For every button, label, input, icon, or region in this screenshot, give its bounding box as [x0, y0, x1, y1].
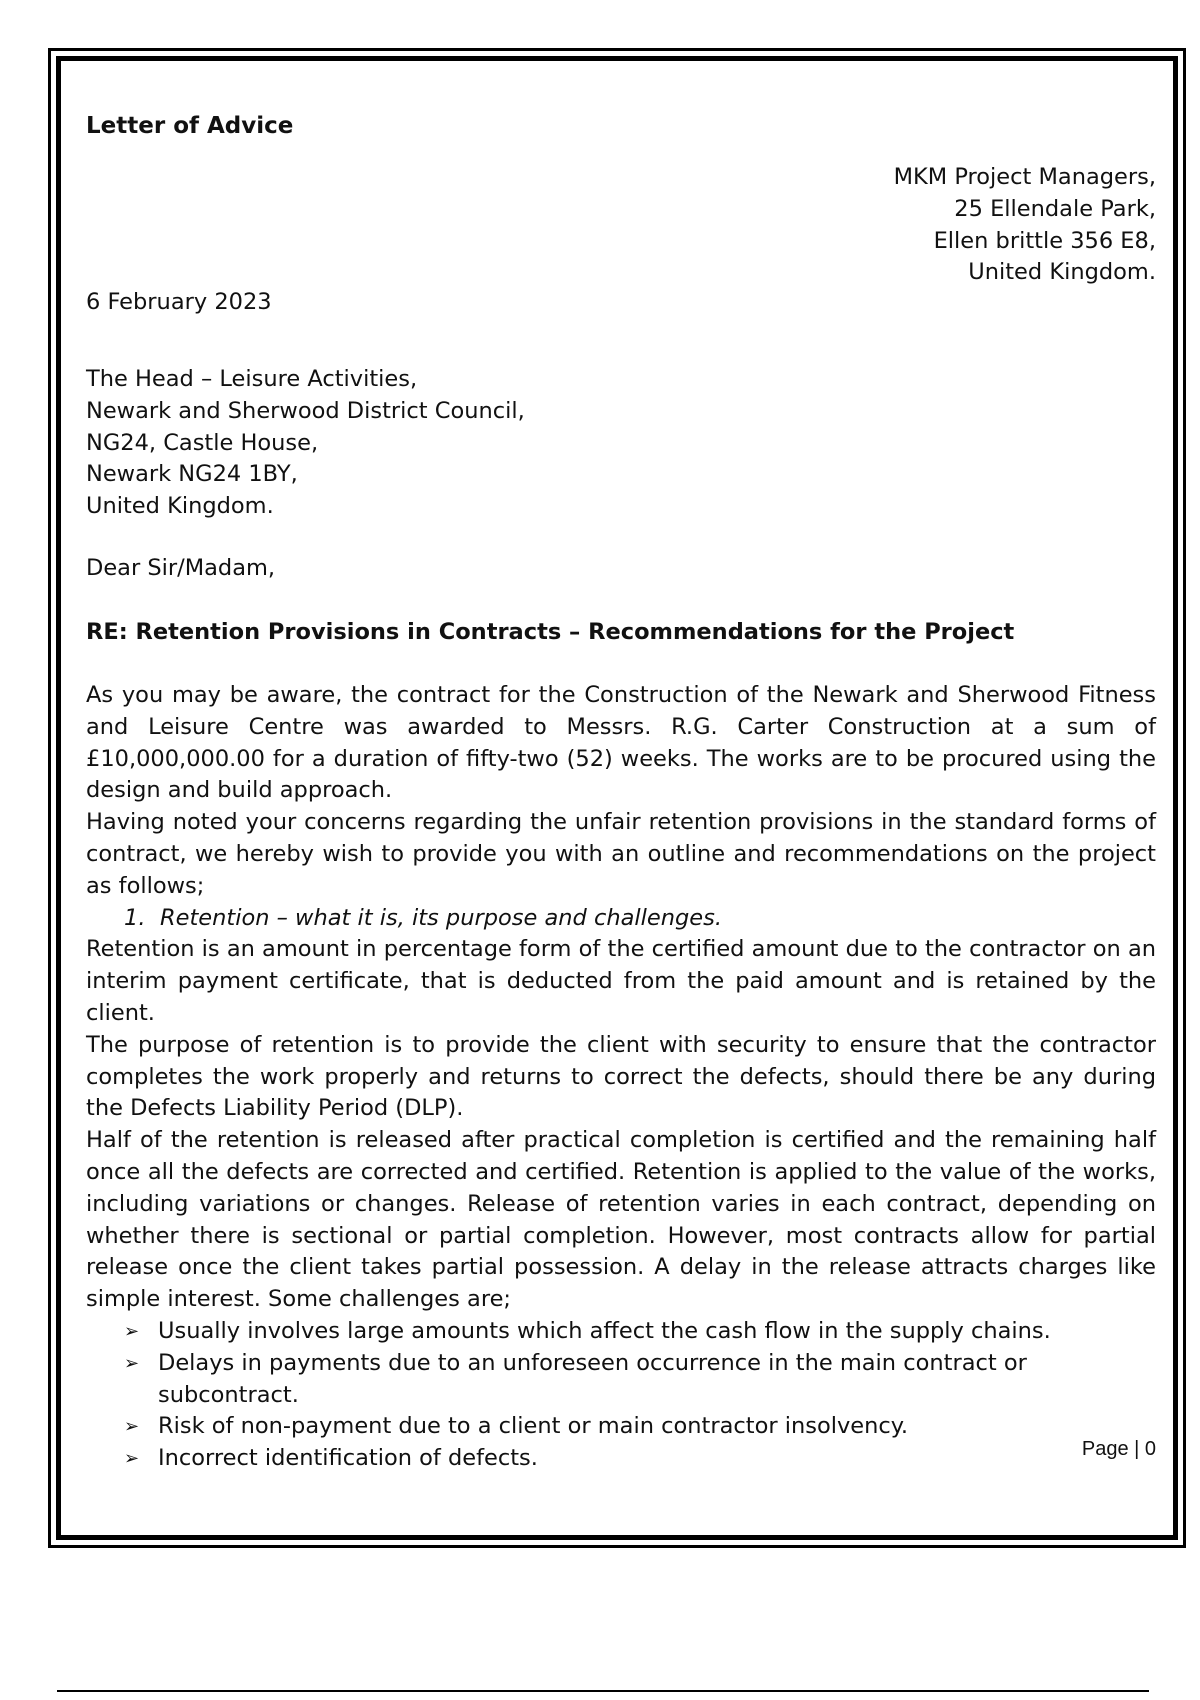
body-paragraph: The purpose of retention is to provide the client with security to ensure that the contractor completes the work properly and returns to correct the defects, should there be any during the Defects Liability Period (DLP). [86, 1031, 1156, 1122]
letter-title: Letter of Advice [86, 113, 294, 139]
list-item [124, 1348, 1156, 1412]
page-number: Page | 0 [1081, 1438, 1156, 1460]
subject-line: RE: Retention Provisions in Contracts – Recommendations for the Project [86, 619, 1015, 645]
challenges-list [86, 1316, 1156, 1475]
sender-line: Ellen brittle 356 E8, [933, 227, 1156, 254]
list-item-text: Incorrect identification of defects. [158, 1445, 538, 1472]
list-item [124, 1316, 1156, 1348]
arrow-bullet-icon: ➢ [124, 1352, 140, 1374]
recipient-line: The Head – Leisure Activities, [86, 366, 418, 392]
sender-address [894, 162, 1156, 289]
list-item [124, 1443, 1156, 1475]
sender-line: United Kingdom. [968, 259, 1156, 286]
section-number: 1. [124, 904, 146, 931]
letter-body [86, 680, 1156, 1475]
arrow-bullet-icon: ➢ [124, 1448, 140, 1470]
recipient-line: Newark and Sherwood District Council, [86, 397, 525, 424]
body-paragraph: Retention is an amount in percentage form of the certified amount due to the contractor on an interim payment certificate, that is deducted from the paid amount and is retained by the client. [86, 936, 1156, 1026]
body-paragraph: Having noted your concerns regarding the unfair retention provisions in the standard forms of contract, we hereby wish to provide you with an outline and recommendations on the project as follows; [86, 809, 1156, 899]
salutation: Dear Sir/Madam, [86, 555, 276, 581]
recipient-line: United Kingdom. [86, 493, 274, 520]
sender-line: 25 Ellendale Park, [954, 195, 1156, 222]
letter-date: 6 February 2023 [86, 289, 272, 315]
body-paragraph: Half of the retention is released after practical completion is certified and the remaining half once all the defects are corrected and certified. Retention is applied to the value of the works, including variations or changes. Release of retention varies in each contract, depending on whether there is sectional or partial completion. However, most contracts allow for partial release once the client takes partial possession. A delay in the release attracts charges like simple interest. Some challenges are; [86, 1127, 1156, 1313]
list-item-text: Usually involves large amounts which affect the cash flow in the supply chains. [158, 1317, 1051, 1344]
list-item-text: Delays in payments due to an unforeseen occurrence in the main contract or subcontract. [158, 1349, 1027, 1408]
recipient-line: Newark NG24 1BY, [86, 461, 298, 488]
sender-line: MKM Project Managers, [893, 164, 1156, 190]
section-heading-text: Retention – what it is, its purpose and challenges. [160, 904, 722, 931]
arrow-bullet-icon: ➢ [124, 1320, 140, 1342]
body-paragraph: As you may be aware, the contract for the Construction of the Newark and Sherwood Fitness and Leisure Centre was awarded to Messrs. R.G. Carter Construction at a sum of £10,000,000.00 for a duration of fifty-two (52) weeks. The works are to be procured using the design and build approach. [86, 682, 1156, 804]
section-heading [86, 903, 1156, 935]
list-item [124, 1411, 1156, 1443]
recipient-line: NG24, Castle House, [86, 429, 319, 456]
bottom-divider [57, 1690, 1149, 1692]
recipient-address [86, 364, 525, 523]
arrow-bullet-icon: ➢ [124, 1416, 140, 1438]
list-item-text: Risk of non-payment due to a client or main contractor insolvency. [158, 1413, 909, 1440]
